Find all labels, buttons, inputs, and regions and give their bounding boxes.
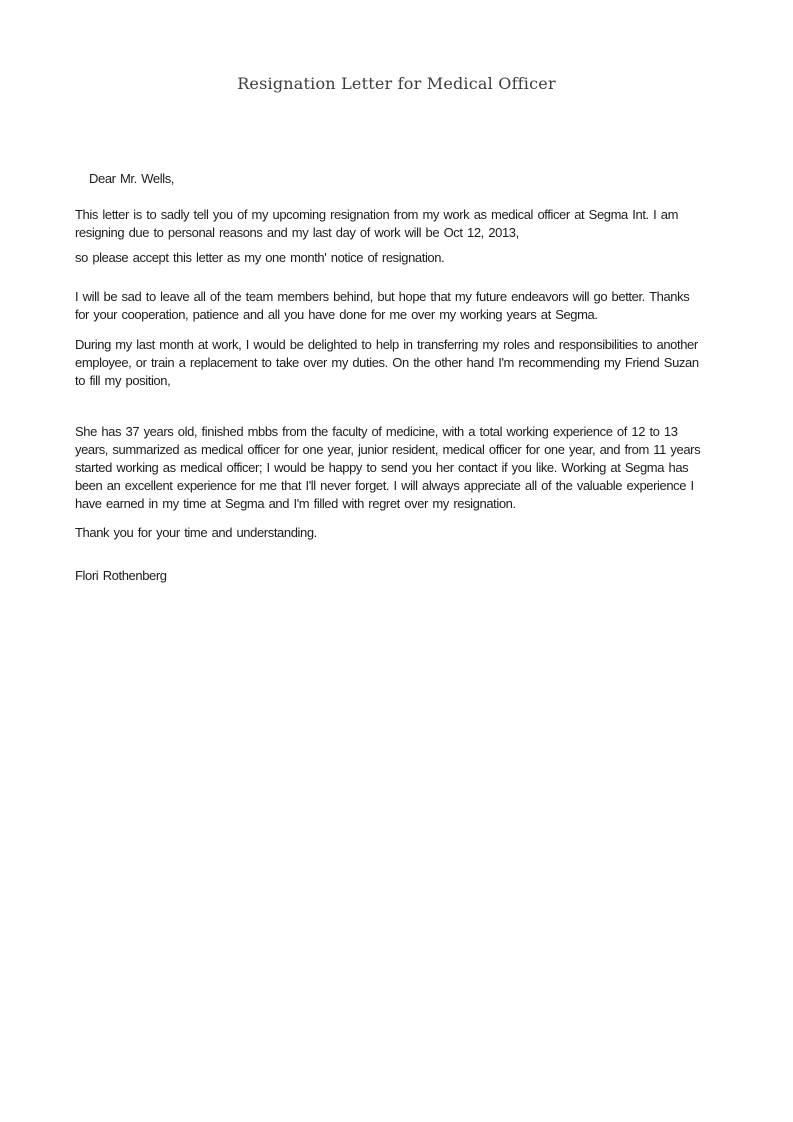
document-title: Resignation Letter for Medical Officer bbox=[237, 74, 556, 93]
paragraph-transition-offer: During my last month at work, I would be delighted to help in transferring my roles and responsibilities to another employee, or train a replacement to take over my duties. On the other hand I'm recommending my Friend Suzan to fill my position, bbox=[75, 337, 699, 388]
letter-body bbox=[75, 170, 707, 585]
paragraph-farewell-thanks: I will be sad to leave all of the team members behind, but hope that my future endeavors will go better. Thanks for your cooperation, patience and all you have done for me over my working years at Segma. bbox=[75, 289, 690, 322]
signature-name: Flori Rothenberg bbox=[75, 568, 167, 583]
paragraph-resignation-announcement: This letter is to sadly tell you of my upcoming resignation from my work as medical officer at Segma Int. I am resigning due to personal reasons and my last day of work will be Oct 12, 2013, bbox=[75, 207, 679, 240]
greeting-line: Dear Mr. Wells, bbox=[89, 171, 175, 186]
paragraph-notice-period: so please accept this letter as my one month' notice of resignation. bbox=[75, 250, 445, 265]
paragraph-replacement-details: She has 37 years old, finished mbbs from the faculty of medicine, with a total working experience of 12 to 13 years, summarized as medical officer for one year, junior resident, medical officer for one year, and from 11 years started working as medical officer; I would be happy to send you her contact if you like. Working at Segma has been an excellent experience for me that I'll never forget. I will always appreciate all of the valuable experience I have earned in my time at Segma and I'm filled with regret over my resignation. bbox=[75, 424, 701, 511]
paragraph-closing-thanks: Thank you for your time and understanding. bbox=[75, 525, 317, 540]
